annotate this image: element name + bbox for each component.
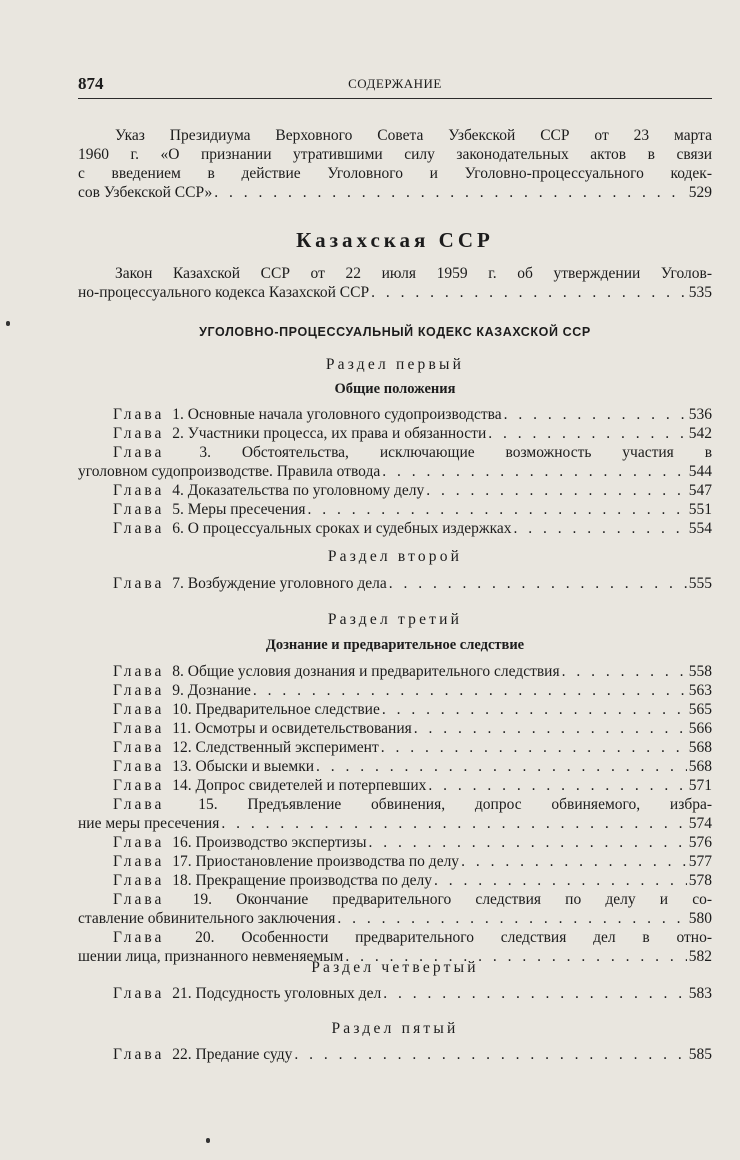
glava-label: Глава: [113, 406, 165, 423]
entry-line: 1960 г. «О признании утратившими силу законодательных актов в связи: [78, 146, 712, 163]
chapter-number: 4.: [172, 482, 184, 499]
chapter-number: 8.: [172, 663, 184, 680]
glava-label: Глава: [113, 444, 165, 461]
section-subtitle: Общие положения: [334, 381, 456, 397]
running-title: СОДЕРЖАНИЕ: [348, 76, 442, 91]
chapter-page: 547: [688, 482, 712, 499]
glava-label: Глава: [113, 482, 165, 499]
chapter-page: 583: [688, 985, 712, 1002]
chapter-title: Предание суду: [195, 1046, 293, 1063]
toc-entry-law: [78, 264, 712, 302]
chapter-title: Подсудность уголовных дел: [195, 985, 382, 1002]
print-speck: [206, 1138, 210, 1143]
chapter-number: 12.: [172, 739, 192, 756]
chapter-title-cont: шении лица, признанного невменяемым: [78, 948, 344, 965]
chapter-page: 542: [688, 425, 712, 442]
republic-heading: Казахская ССР: [296, 228, 494, 252]
chapter-number: 21.: [172, 985, 192, 1002]
glava-label: Глава: [113, 758, 165, 775]
chapter-number: 2.: [172, 425, 184, 442]
leader-dots: [381, 738, 687, 757]
chapter-page: 580: [688, 910, 712, 927]
leader-dots: [426, 481, 686, 500]
toc-entry-chapter: [78, 719, 712, 738]
leader-dots: [214, 183, 687, 202]
chapter-title: Особенности предварительного следствия дел в отно-: [241, 929, 712, 946]
leader-dots: [428, 776, 686, 795]
glava-label: Глава: [113, 891, 165, 908]
toc-entry-chapter: [78, 481, 712, 500]
entry-page: 529: [688, 184, 712, 201]
leader-dots: [382, 700, 687, 719]
chapter-title-cont: ние меры пресечения: [78, 815, 220, 832]
section-title: Раздел третий: [327, 611, 463, 628]
chapter-number: 10.: [172, 701, 192, 718]
leader-dots: [253, 681, 687, 700]
entry-line: сов Узбекской ССР»: [78, 184, 213, 201]
glava-label: Глава: [113, 929, 165, 946]
print-speck: [6, 321, 10, 326]
chapter-page: 576: [688, 834, 712, 851]
toc-entry-chapter: [78, 833, 712, 852]
chapter-number: 19.: [192, 891, 212, 908]
section-title: Раздел четвертый: [311, 959, 479, 976]
chapter-page: 566: [688, 720, 712, 737]
chapter-page: 585: [688, 1046, 712, 1063]
section-title: Раздел пятый: [331, 1020, 459, 1037]
chapter-number: 16.: [172, 834, 192, 851]
chapter-title: Общие условия дознания и предварительного следствия: [187, 663, 560, 680]
leader-dots: [221, 814, 686, 833]
chapter-number: 13.: [172, 758, 192, 775]
chapter-page: 563: [688, 682, 712, 699]
chapter-list: [78, 1045, 712, 1064]
chapter-title: Возбуждение уголовного дела: [187, 575, 387, 592]
toc-entry-chapter: [78, 519, 712, 538]
leader-dots: [294, 1045, 686, 1064]
glava-label: Глава: [113, 682, 165, 699]
entry-line: с введением в действие Уголовного и Уголовно-процессуального кодек-: [78, 165, 712, 182]
toc-entry-chapter: [78, 662, 712, 681]
chapter-title: О процессуальных сроках и судебных издержках: [187, 520, 512, 537]
glava-label: Глава: [113, 1046, 165, 1063]
chapter-title: Доказательства по уголовному делу: [187, 482, 425, 499]
toc-entry-chapter: [78, 928, 712, 947]
toc-entry-continuation: [78, 909, 712, 928]
toc-entry-ukaz: [78, 126, 712, 202]
chapter-title-cont: ставление обвинительного заключения: [78, 910, 336, 927]
chapter-number: 17.: [172, 853, 192, 870]
chapter-page: 582: [688, 948, 712, 965]
chapter-list: [78, 662, 712, 966]
toc-entry-chapter: [78, 681, 712, 700]
chapter-page: 555: [688, 575, 712, 592]
chapter-page: 578: [688, 872, 712, 889]
section-title: Раздел второй: [327, 548, 463, 565]
leader-dots: [316, 757, 687, 776]
glava-label: Глава: [113, 701, 165, 718]
glava-label: Глава: [113, 575, 165, 592]
chapter-title: Предварительное следствие: [195, 701, 380, 718]
chapter-title-cont: уголовном судопроизводстве. Правила отвода: [78, 463, 381, 480]
chapter-number: 14.: [172, 777, 192, 794]
page-number: 874: [78, 74, 104, 93]
chapter-title: Осмотры и освидетельствования: [194, 720, 412, 737]
toc-entry-continuation: [78, 814, 712, 833]
chapter-page: 544: [688, 463, 712, 480]
toc-entry-chapter: [78, 795, 712, 814]
toc-entry-chapter: [78, 757, 712, 776]
toc-entry-chapter: [78, 500, 712, 519]
glava-label: Глава: [113, 853, 165, 870]
chapter-list: [78, 984, 712, 1003]
toc-entry-continuation: [78, 462, 712, 481]
chapter-title: Участники процесса, их права и обязанности: [187, 425, 487, 442]
glava-label: Глава: [113, 425, 165, 442]
glava-label: Глава: [113, 985, 165, 1002]
chapter-number: 22.: [172, 1046, 192, 1063]
chapter-page: 536: [688, 406, 712, 423]
glava-label: Глава: [113, 834, 165, 851]
toc-entry-chapter: [78, 574, 712, 593]
chapter-title: Меры пресечения: [187, 501, 306, 518]
toc-entry-chapter: [78, 443, 712, 462]
chapter-number: 20.: [195, 929, 215, 946]
chapter-number: 5.: [172, 501, 184, 518]
chapter-page: 565: [688, 701, 712, 718]
glava-label: Глава: [113, 663, 165, 680]
chapter-title: Допрос свидетелей и потерпевших: [195, 777, 427, 794]
chapter-page: 574: [688, 815, 712, 832]
leader-dots: [369, 833, 687, 852]
chapter-number: 15.: [198, 796, 218, 813]
chapter-page: 558: [688, 663, 712, 680]
chapter-page: 577: [688, 853, 712, 870]
entry-line: но-процессуального кодекса Казахской ССР: [78, 284, 370, 301]
leader-dots: [383, 984, 687, 1003]
chapter-page: 554: [688, 520, 712, 537]
leader-dots: [337, 909, 686, 928]
glava-label: Глава: [113, 777, 165, 794]
chapter-title: Прекращение производства по делу: [195, 872, 432, 889]
leader-dots: [488, 424, 687, 443]
toc-entry-chapter: [78, 738, 712, 757]
toc-entry-chapter: [78, 776, 712, 795]
toc-entry-chapter: [78, 890, 712, 909]
toc-entry-chapter: [78, 852, 712, 871]
header-rule: [78, 98, 712, 99]
glava-label: Глава: [113, 796, 165, 813]
chapter-number: 6.: [172, 520, 184, 537]
chapter-title: Обыски и выемки: [195, 758, 315, 775]
leader-dots: [389, 574, 687, 593]
chapter-title: Дознание: [187, 682, 251, 699]
glava-label: Глава: [113, 720, 165, 737]
leader-dots: [562, 662, 687, 681]
chapter-number: 18.: [172, 872, 192, 889]
toc-entry-chapter: [78, 700, 712, 719]
page-header: [78, 74, 712, 98]
leader-dots: [514, 519, 687, 538]
section-title: Раздел первый: [325, 356, 465, 373]
chapter-title: Следственный эксперимент: [195, 739, 379, 756]
chapter-title: Обстоятельства, исключающие возможность участия в: [241, 444, 713, 461]
leader-dots: [371, 283, 687, 302]
chapter-page: 551: [688, 501, 712, 518]
chapter-number: 11.: [172, 720, 192, 737]
chapter-page: 571: [688, 777, 712, 794]
chapter-number: 3.: [199, 444, 211, 461]
section-subtitle: Дознание и предварительное следствие: [265, 637, 525, 653]
glava-label: Глава: [113, 739, 165, 756]
code-title: УГОЛОВНО-ПРОЦЕССУАЛЬНЫЙ КОДЕКС КАЗАХСКОЙ ССР: [199, 325, 591, 339]
chapter-title: Производство экспертизы: [195, 834, 367, 851]
leader-dots: [504, 405, 687, 424]
chapter-number: 1.: [172, 406, 184, 423]
leader-dots: [414, 719, 687, 738]
leader-dots: [461, 852, 687, 871]
chapter-title: Окончание предварительного следствия по делу и со-: [236, 891, 713, 908]
chapter-title: Основные начала уголовного судопроизводства: [187, 406, 502, 423]
leader-dots: [382, 462, 687, 481]
chapter-title: Предъявление обвинения, допрос обвиняемого, избра-: [247, 796, 713, 813]
entry-page: 535: [688, 284, 712, 301]
leader-dots: [434, 871, 687, 890]
toc-entry-chapter: [78, 1045, 712, 1064]
entry-line: Закон Казахской ССР от 22 июля 1959 г. об утверждении Уголов-: [115, 265, 712, 282]
glava-label: Глава: [113, 520, 165, 537]
chapter-list: [78, 405, 712, 538]
chapter-number: 7.: [172, 575, 184, 592]
toc-entry-chapter: [78, 405, 712, 424]
toc-entry-chapter: [78, 984, 712, 1003]
leader-dots: [308, 500, 687, 519]
glava-label: Глава: [113, 501, 165, 518]
chapter-page: 568: [688, 739, 712, 756]
entry-line: Указ Президиума Верховного Совета Узбекской ССР от 23 марта: [115, 127, 712, 144]
chapter-page: 568: [688, 758, 712, 775]
chapter-list: [78, 574, 712, 593]
chapter-title: Приостановление производства по делу: [195, 853, 460, 870]
chapter-number: 9.: [172, 682, 184, 699]
glava-label: Глава: [113, 872, 165, 889]
toc-entry-chapter: [78, 424, 712, 443]
toc-entry-chapter: [78, 871, 712, 890]
